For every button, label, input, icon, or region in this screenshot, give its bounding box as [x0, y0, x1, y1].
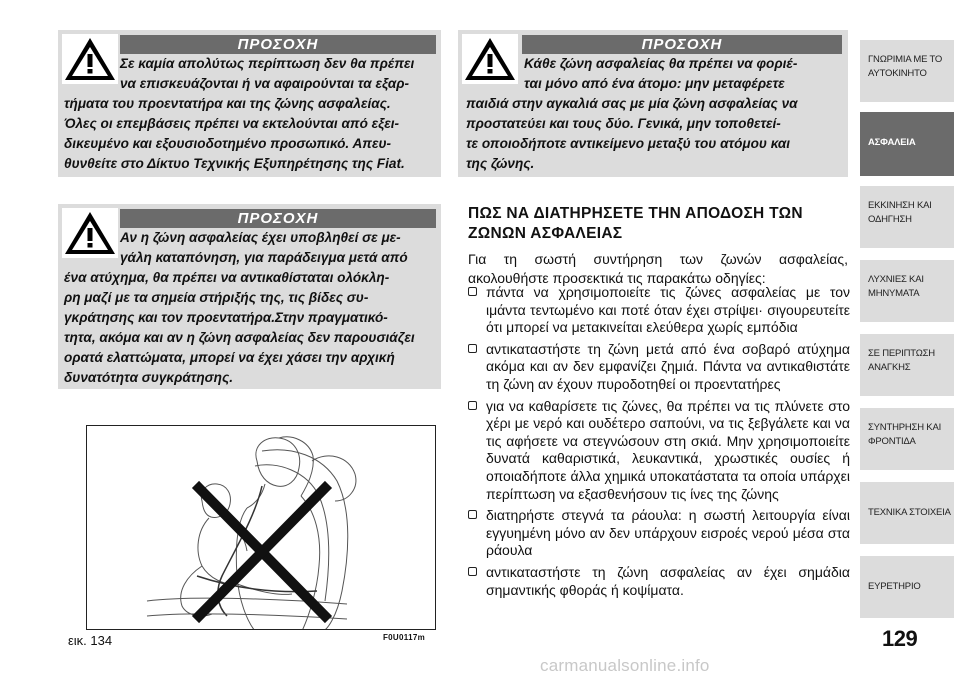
warning-text-2: Κάθε ζώνη ασφαλείας θα πρέπει να φοριέ- ται μόνο από ένα άτομο: μην μεταφέρετε παιδιά στην αγκαλιά σας με μία ζώνη ασφαλείας να προστατεύει και τους δύο. Γενικά, μην τοποθετεί- τε οποιοδήποτε αντικείμενο μεταξύ του ατόμου και της ζώνης. — [466, 56, 798, 171]
warning-header-3: ΠΡΟΣΟΧΗ — [120, 209, 436, 228]
sidebar-item-starting-driving[interactable]: ΕΚΚΙΝΗΣΗ ΚΑΙ ΟΔΗΓΗΣΗ — [860, 186, 954, 248]
sidebar-item-technical[interactable]: ΤΕΧΝΙΚΑ ΣΤΟΙΧΕΙΑ — [860, 482, 954, 544]
checkbox-bullet-icon — [468, 401, 477, 410]
list-item: αντικαταστήστε τη ζώνη μετά από ένα σοβαρό ατύχημα ακόμα και αν δεν εμφανίζει ζημιά. Πάντα να αντικαθιστάτε τη ζώνη αν έχουν πυροδοτηθεί οι προεντατήρες — [468, 341, 850, 394]
section-title: ΠΩΣ ΝΑ ΔΙΑΤΗΡΗΣΕΤΕ ΤΗΝ ΑΠΟΔΟΣΗ ΤΩΝ ΖΩΝΩΝ ΑΣΦΑΛΕΙΑΣ — [468, 205, 803, 242]
sidebar-item-emergency[interactable]: ΣΕ ΠΕΡΙΠΤΩΣΗ ΑΝΑΓΚΗΣ — [860, 334, 954, 396]
checkbox-bullet-icon — [468, 344, 477, 353]
list-item: πάντα να χρησιμοποιείτε τις ζώνες ασφαλείας με τον ιμάντα τεντωμένο και ποτέ όταν έχει στρίψει· σιγουρευτείτε ότι μπορεί να μετακινείται ελεύθερα χωρίς εμπόδια — [468, 284, 850, 337]
warning-header-2: ΠΡΟΣΟΧΗ — [522, 35, 842, 54]
sidebar-item-index[interactable]: ΕΥΡΕΤΗΡΙΟ — [860, 556, 954, 618]
maintenance-list — [468, 284, 850, 599]
checkbox-bullet-icon — [468, 287, 477, 296]
sidebar-item-lamps-messages[interactable]: ΛΥΧΝΙΕΣ ΚΑΙ ΜΗΝΥΜΑΤΑ — [860, 260, 954, 322]
figure-caption: εικ. 134 — [68, 633, 113, 648]
watermark: carmanualsonline.info — [540, 656, 710, 675]
warning-text-3: Αν η ζώνη ασφαλείας έχει υποβληθεί σε με- γάλη καταπόνηση, για παράδειγμα μετά από ένα ατύχημα, θα πρέπει να αντικαθίσταται ολόκλη- ρη μαζί με τα σημεία στήριξής της, τις βίδες συ- γκράτησης και τον προεντατήρα.Στην πραγματικό- τητα, ακόμα και αν η ζώνη ασφαλείας δεν παρουσιάζει ορατά ελαττώματα, μπορεί να έχει χάσει την αρχική δυνατότητα συγκράτησης. — [64, 230, 415, 385]
sidebar-item-getting-to-know[interactable]: ΓΝΩΡΙΜΙΑ ΜΕ ΤΟ ΑΥΤΟΚΙΝΗΤΟ — [860, 40, 954, 102]
list-item: διατηρήστε στεγνά τα ράουλα: η σωστή λειτουργία είναι εγγυημένη μόνο αν δεν υπάρχουν εισροές νερού μέσα στα ράουλα — [468, 507, 850, 560]
warning-text-1: Σε καμία απολύτως περίπτωση δεν θα πρέπει να επισκευάζονται ή να αφαιρούνται τα εξαρ- τήματα του προεντατήρα και της ζώνης ασφαλείας. Όλες οι επεμβάσεις πρέπει να εκτελούνται από εξει- δικευμένο και εξουσιοδοτημένο προσωπικό. Απευ- θυνθείτε στο Δίκτυο Τεχνικής Εξυπηρέτησης της Fiat. — [64, 56, 415, 171]
sidebar-item-safety[interactable]: ΑΣΦΑΛΕΙΑ — [860, 112, 954, 176]
page-number: 129 — [882, 626, 918, 651]
checkbox-bullet-icon — [468, 567, 477, 576]
list-item: για να καθαρίσετε τις ζώνες, θα πρέπει να τις πλύνετε στο χέρι με νερό και ουδέτερο σαπούνι, να τις ξεβγάλετε και να τις αφήσετε να στεγνώσουν στη σκιά. Μην χρησιμοποιείτε δυνατά καθαριστικά, λευκαντικά, χρωστικές ουσίες ή οποιαδήποτε άλλα χημικά υποκατάστατα τα οποία υπάρχει περίπτωση να εξασθενήσουν τις ίνες της ζώνης — [468, 398, 850, 504]
mother-child-seat-illustration — [87, 426, 436, 630]
sidebar-item-maintenance[interactable]: ΣΥΝΤΗΡΗΣΗ ΚΑΙ ΦΡΟΝΤΙΔΑ — [860, 408, 954, 470]
list-item: αντικαταστήστε τη ζώνη ασφαλείας αν έχει σημάδια σημαντικής φθοράς ή κοψίματα. — [468, 564, 850, 599]
figure-code: F0U0117m — [383, 633, 425, 642]
figure-illustration — [86, 425, 436, 630]
warning-header-1: ΠΡΟΣΟΧΗ — [120, 35, 436, 54]
checkbox-bullet-icon — [468, 510, 477, 519]
section-intro: Για τη σωστή συντήρηση των ζωνών ασφαλείας, ακολουθήστε προσεκτικά τις παρακάτω οδηγίες: — [468, 251, 848, 286]
